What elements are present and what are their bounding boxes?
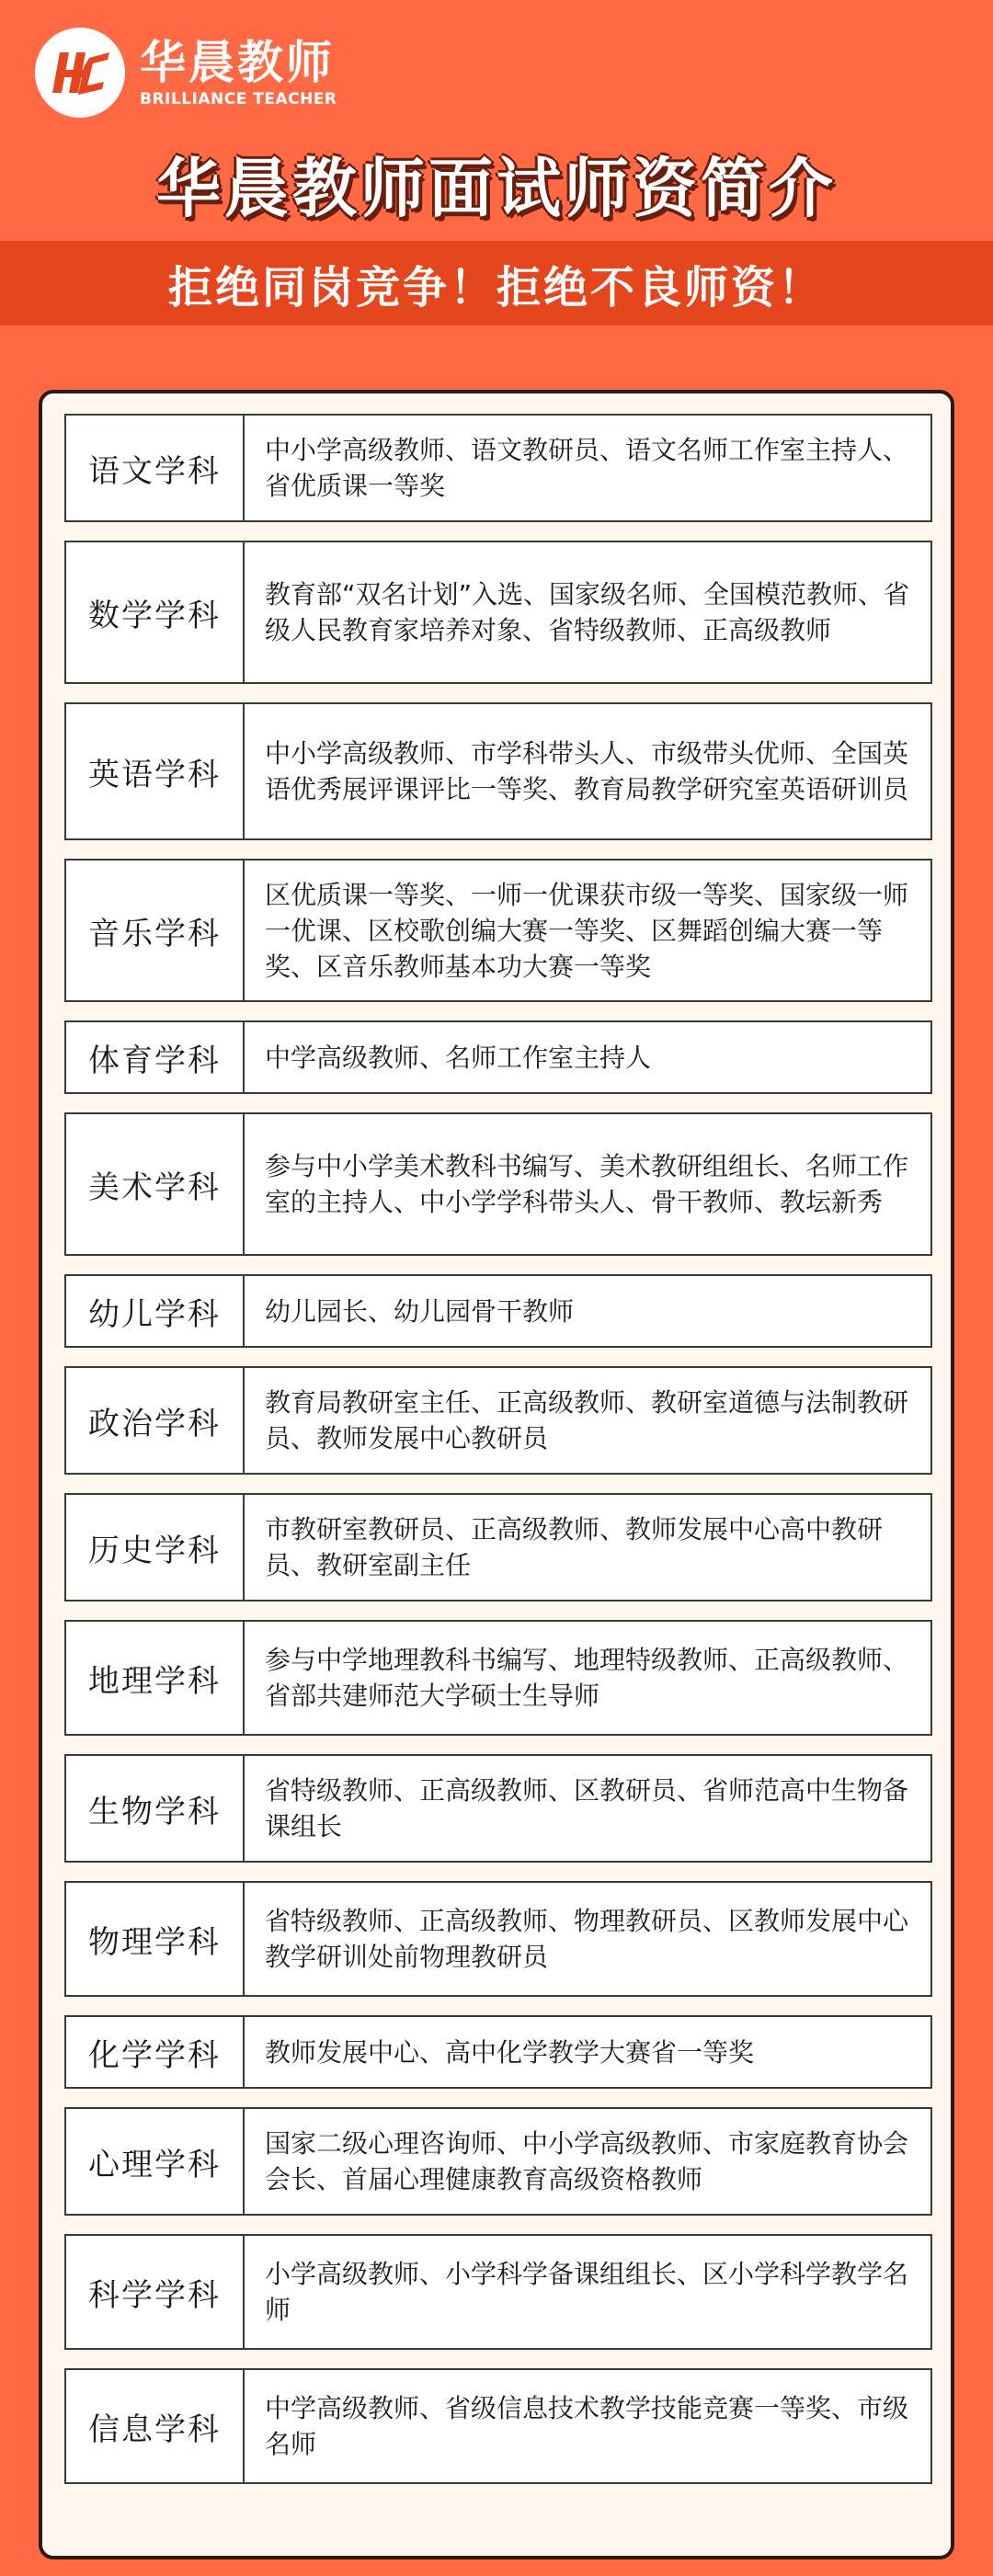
subject-name: 化学学科 — [66, 2017, 245, 2087]
subject-row — [64, 1112, 932, 1256]
hc-logo-icon — [35, 28, 125, 118]
subject-name: 地理学科 — [66, 1622, 245, 1734]
subject-row — [64, 702, 932, 840]
slogan-banner: 拒绝同岗竞争！拒绝不良师资！ — [0, 241, 993, 325]
page-title: 华晨教师面试师资简介 — [156, 151, 837, 226]
subject-description: 省特级教师、正高级教师、物理教研员、区教师发展中心教学研训处前物理教研员 — [265, 1906, 909, 1972]
subject-description: 中学高级教师、省级信息技术教学技能竞赛一等奖、市级名师 — [265, 2393, 909, 2459]
subject-row — [64, 2234, 932, 2350]
subject-row — [64, 2107, 932, 2216]
subject-name: 历史学科 — [66, 1495, 245, 1600]
subject-description: 幼儿园长、幼儿园骨干教师 — [265, 1295, 575, 1327]
subject-name: 英语学科 — [66, 704, 245, 838]
subject-name: 心理学科 — [66, 2109, 245, 2214]
subject-name: 信息学科 — [66, 2370, 245, 2482]
subject-name: 科学学科 — [66, 2236, 245, 2348]
subject-description: 教育部“双名计划”入选、国家级名师、全国模范教师、省级人民教育家培养对象、省特级教师、正高级教师 — [265, 579, 910, 645]
subject-description: 省特级教师、正高级教师、区教研员、省师范高中生物备课组长 — [265, 1775, 909, 1841]
subject-description: 参与中小学美术教科书编写、美术教研组组长、名师工作室的主持人、中小学学科带头人、骨干教师、教坛新秀 — [265, 1151, 909, 1217]
subject-name: 物理学科 — [66, 1883, 245, 1995]
subject-row — [64, 1881, 932, 1997]
brand-logo — [35, 28, 337, 118]
subject-row — [64, 1493, 932, 1601]
subject-description: 小学高级教师、小学科学备课组组长、区小学科学教学名师 — [265, 2259, 909, 2325]
subject-name: 幼儿学科 — [66, 1276, 245, 1346]
subject-description: 中小学高级教师、市学科带头人、市级带头优师、全国英语优秀展评课评比一等奖、教育局教学研究室英语研训员 — [265, 738, 909, 804]
subject-row — [64, 414, 932, 522]
subject-row — [64, 541, 932, 684]
subject-description: 中学高级教师、名师工作室主持人 — [265, 1042, 652, 1073]
subject-name: 美术学科 — [66, 1114, 245, 1254]
subject-name: 音乐学科 — [66, 861, 245, 1000]
subject-description: 区优质课一等奖、一师一优课获市级一等奖、国家级一师一优课、区校歌创编大赛一等奖、区舞蹈创编大赛一等奖、区音乐教师基本功大赛一等奖 — [265, 879, 909, 982]
subject-description: 国家二级心理咨询师、中小学高级教师、市家庭教育协会会长、首届心理健康教育高级资格教师 — [265, 2128, 909, 2194]
subject-row — [64, 1366, 932, 1475]
subject-name: 体育学科 — [66, 1022, 245, 1092]
subject-row — [64, 1020, 932, 1094]
subject-row — [64, 1274, 932, 1348]
subject-name: 语文学科 — [66, 416, 245, 520]
subject-description: 中小学高级教师、语文教研员、语文名师工作室主持人、省优质课一等奖 — [265, 435, 909, 501]
brand-subtitle: BRILLIANCE TEACHER — [140, 90, 337, 108]
subject-row — [64, 859, 932, 1002]
subject-row — [64, 2368, 932, 2484]
subject-name: 数学学科 — [66, 542, 245, 682]
subject-description: 教师发展中心、高中化学教学大赛省一等奖 — [265, 2036, 755, 2068]
subject-name: 生物学科 — [66, 1756, 245, 1861]
subject-row — [64, 2015, 932, 2089]
subject-description: 市教研室教研员、正高级教师、教师发展中心高中教研员、教研室副主任 — [265, 1514, 884, 1580]
subject-description: 参与中学地理教科书编写、地理特级教师、正高级教师、省部共建师范大学硕士生导师 — [265, 1645, 909, 1711]
subject-description: 教育局教研室主任、正高级教师、教研室道德与法制教研员、教师发展中心教研员 — [265, 1387, 909, 1453]
subject-row — [64, 1754, 932, 1863]
brand-name: 华晨教师 — [140, 36, 335, 89]
subject-name: 政治学科 — [66, 1368, 245, 1473]
subject-card — [39, 390, 954, 2559]
subject-row — [64, 1620, 932, 1736]
